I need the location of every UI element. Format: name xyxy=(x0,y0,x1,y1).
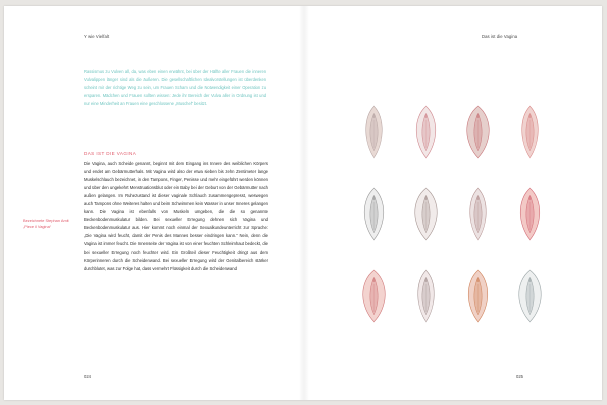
vulva-illustration-5 xyxy=(359,186,389,242)
section-heading: DAS IST DIE VAGINA xyxy=(84,151,137,156)
margin-note xyxy=(23,218,69,230)
vulva-illustration-3 xyxy=(463,104,493,160)
vulva-illustration-1 xyxy=(359,104,389,160)
intro-paragraph xyxy=(84,68,266,108)
vulva-illustration-11 xyxy=(463,268,493,324)
vulva-illustration-9 xyxy=(359,268,389,324)
illustration-grid xyxy=(359,104,549,334)
book-spread xyxy=(4,6,602,400)
margin-note-text: Bezeichnete Stephan Amit „Piece il Vagina“ xyxy=(23,218,69,230)
vulva-illustration-10 xyxy=(411,268,441,324)
body-text xyxy=(84,160,268,273)
vulva-illustration-2 xyxy=(411,104,441,160)
gutter xyxy=(299,6,309,400)
running-head-right: Das ist die Vagina xyxy=(482,34,518,39)
page-number-left: 024 xyxy=(84,374,91,379)
body-paragraph: Die Vagina, auch Scheide genannt, beginnt mit dem Eingang ins Innere des weiblichen Körpers und endet am Gebärmutterhals. Mit Vagina wird also der etwa sieben bis zehn Zentimeter lange Muskelschlauch bezeichnet, in den Tampons, Finger, Penisse und mehr eingeführt werden können und über den ungekehrt Menstruationsblut oder ein Baby bei der Geburt von der Gebärmutter nach außen gelangen. Im Ruhezustand ist dieser vaginale Schlauch zusammengepresst, weswegen auch Tampons ohne Weiteres halten und beim Schwimmen kein Wasser in unser Inneres gelangen kann. Die Vagina ist ebenfalls von Muskeln umgeben, die die so genannte Beckenbodenmuskulatur bilden. Bei sexueller Erregung dehnen sich Vagina und Beckenbodenmuskulatur aus. Hier kommt noch einmal der Sexualkundeunterricht zur Sprache: „Die Vagina wird feucht, damit der Penis des Mannes besser eindringen kann.“ Nein, denn die Vagina ist immer feucht. Die Innenseite der Vagina ist von einer feuchten Schleimhaut bedeckt, die bei sexueller Erregung noch feuchter wird. Ein Großteil dieser Feuchtigkeit dringt aus dem Körperinneren durch die Scheidenwand. Bei sexueller Erregung wird der Genitalbereich stärker durchblutet, was zur Folge hat, dass vermehrt Flüssigkeit durch die Scheidenwand xyxy=(84,161,268,271)
running-head-left: Y wie Vielfalt xyxy=(84,34,110,39)
vulva-illustration-12 xyxy=(515,268,545,324)
vulva-illustration-6 xyxy=(411,186,441,242)
vulva-illustration-8 xyxy=(515,186,545,242)
vulva-illustration-4 xyxy=(515,104,545,160)
page-number-right: 025 xyxy=(516,374,523,379)
vulva-illustration-7 xyxy=(463,186,493,242)
intro-text: Rassismus zu Vulven all, da, was eben einen erwähnt, bei über der Hälfte aller Frauen die inneren Vulvalippen länger sind als die äußeren. Die gesellschaftlichen Idealvorstellungen ist überdenken scheint mir der richtige Weg zu sein, um Frauen Scham und die Notwendigkeit einer Operation zu ersparen. Mädchen und Frauen sollten wissen: Jede ihr Bereich der Vulva aller in Ordnung ist und nur eine Minderheit an Frauen eine geschlossene „Muschel“ besitzt. xyxy=(84,69,266,107)
